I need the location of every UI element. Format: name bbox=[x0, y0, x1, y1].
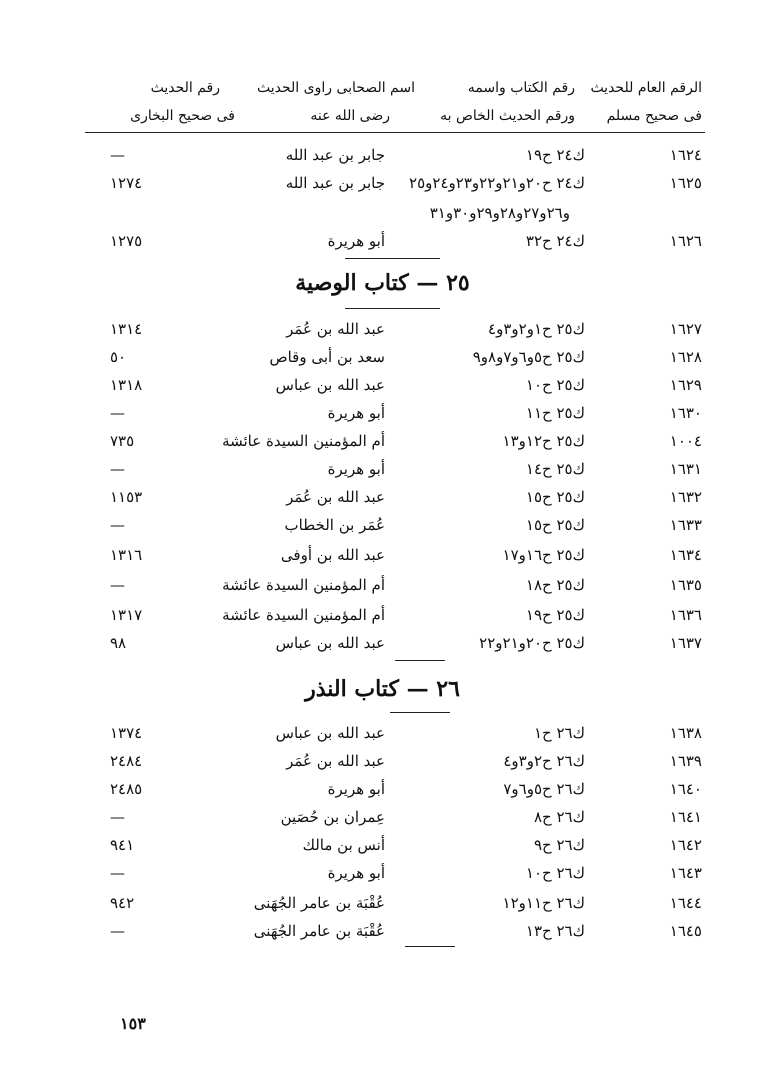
narrator: عُقْبَة بن عامر الجُهَنى bbox=[253, 922, 385, 940]
narrator: أم المؤمنين السيدة عائشة bbox=[222, 432, 385, 450]
general-number: ١٦٢٥ bbox=[669, 174, 702, 192]
narrator: أنس بن مالك bbox=[302, 836, 385, 854]
section-rule bbox=[395, 660, 445, 661]
book-ref: ك٢٥ ح١٤ bbox=[525, 460, 585, 478]
bukhari-number: — bbox=[110, 146, 125, 164]
book-ref: ك٢٥ ح١٥ bbox=[525, 516, 585, 534]
section-rule bbox=[345, 308, 440, 309]
book-ref: ك٢٥ ح١٨ bbox=[525, 576, 585, 594]
bukhari-number: — bbox=[110, 460, 125, 478]
general-number: ١٦٢٧ bbox=[669, 320, 702, 338]
narrator: أم المؤمنين السيدة عائشة bbox=[222, 606, 385, 624]
table-row bbox=[0, 752, 765, 778]
section-title-will: ٢٥ — كتاب الوصية bbox=[295, 270, 470, 296]
book-ref: ك٢٦ ح١ bbox=[533, 724, 585, 742]
general-number: ١٦٤٣ bbox=[669, 864, 702, 882]
bukhari-number: ٥٠ bbox=[110, 348, 127, 366]
book-ref: ك٢٦ ح٥و٦و٧ bbox=[503, 780, 585, 798]
table-row bbox=[0, 808, 765, 834]
book-ref: ك٢٥ ح٥و٦و٧و٨و٩ bbox=[472, 348, 585, 366]
narrator: أبو هريرة bbox=[327, 232, 385, 250]
header-bukhari-number-sub: فى صحيح البخارى bbox=[130, 108, 235, 124]
book-ref: ك٢٦ ح١٣ bbox=[525, 922, 585, 940]
general-number: ١٦٣٣ bbox=[669, 516, 702, 534]
bukhari-number: ١٣١٤ bbox=[110, 320, 143, 338]
narrator: سعد بن أبى وقاص bbox=[269, 348, 385, 366]
narrator: عبد الله بن عُمَر bbox=[286, 752, 385, 770]
table-row bbox=[0, 546, 765, 572]
general-number: ١٦٢٩ bbox=[669, 376, 702, 394]
bukhari-number: ١٢٧٥ bbox=[110, 232, 143, 250]
table-row bbox=[0, 376, 765, 402]
table-row bbox=[0, 232, 765, 258]
narrator: عُقْبَة بن عامر الجُهَنى bbox=[253, 894, 385, 912]
book-ref: ك٢٥ ح١٩ bbox=[525, 606, 585, 624]
table-row bbox=[0, 404, 765, 430]
general-number: ١٦٣٥ bbox=[669, 576, 702, 594]
bukhari-number: ٧٣٥ bbox=[110, 432, 135, 450]
table-row bbox=[0, 432, 765, 458]
narrator: أبو هريرة bbox=[327, 404, 385, 422]
table-row bbox=[0, 724, 765, 750]
table-row bbox=[0, 146, 765, 172]
book-ref: ك٢٦ ح١١و١٢ bbox=[502, 894, 585, 912]
bukhari-number: ١٢٧٤ bbox=[110, 174, 143, 192]
general-number: ١٦٢٨ bbox=[669, 348, 702, 366]
book-ref: ك٢٥ ح١٢و١٣ bbox=[502, 432, 585, 450]
general-number: ١٦٤٠ bbox=[669, 780, 702, 798]
bukhari-number: — bbox=[110, 404, 125, 422]
narrator: جابر بن عبد الله bbox=[285, 146, 385, 164]
header-book-number: رقم الكتاب واسمه bbox=[467, 80, 575, 96]
table-row-continuation bbox=[0, 204, 765, 230]
table-row bbox=[0, 576, 765, 602]
header-narrator: اسم الصحابى راوى الحديث bbox=[256, 80, 415, 96]
bukhari-number: ٩٤٢ bbox=[110, 894, 135, 912]
book-ref: ك٢٦ ح١٠ bbox=[525, 864, 585, 882]
general-number: ١٦٤٢ bbox=[669, 836, 702, 854]
narrator: عبد الله بن عُمَر bbox=[286, 320, 385, 338]
narrator: أبو هريرة bbox=[327, 864, 385, 882]
general-number: ١٦٣٩ bbox=[669, 752, 702, 770]
narrator: عبد الله بن عباس bbox=[275, 634, 385, 652]
bukhari-number: ١٣٧٤ bbox=[110, 724, 143, 742]
table-row bbox=[0, 348, 765, 374]
narrator: أبو هريرة bbox=[327, 780, 385, 798]
general-number: ١٠٠٤ bbox=[669, 432, 702, 450]
narrator: عُمَر بن الخطاب bbox=[284, 516, 385, 534]
header-general-number-sub: فى صحيح مسلم bbox=[606, 108, 702, 124]
table-row bbox=[0, 894, 765, 920]
book-ref: ك٢٤ ح٣٢ bbox=[525, 232, 585, 250]
book-ref: ك٢٥ ح١٦و١٧ bbox=[502, 546, 585, 564]
book-ref: ك٢٦ ح٢و٣و٤ bbox=[503, 752, 585, 770]
book-ref: ك٢٤ ح٢٠و٢١و٢٢و٢٣و٢٤و٢٥ bbox=[409, 174, 585, 192]
table-row bbox=[0, 922, 765, 948]
general-number: ١٦٤٥ bbox=[669, 922, 702, 940]
book-ref: ك٢٥ ح١٥ bbox=[525, 488, 585, 506]
table-row bbox=[0, 460, 765, 486]
general-number: ١٦٣١ bbox=[669, 460, 702, 478]
header-bukhari-number: رقم الحديث bbox=[150, 80, 220, 96]
bukhari-number: ٢٤٨٤ bbox=[110, 752, 143, 770]
header-narrator-sub: رضى الله عنه bbox=[310, 108, 390, 124]
book-ref: و٢٦و٢٧و٢٨و٢٩و٣٠و٣١ bbox=[429, 204, 570, 222]
table-row bbox=[0, 516, 765, 542]
general-number: ١٦٤٤ bbox=[669, 894, 702, 912]
table-row bbox=[0, 488, 765, 514]
bukhari-number: ١٣١٨ bbox=[110, 376, 143, 394]
bukhari-number: ١٣١٦ bbox=[110, 546, 143, 564]
narrator: أبو هريرة bbox=[327, 460, 385, 478]
book-ref: ك٢٥ ح١١ bbox=[525, 404, 585, 422]
table-row bbox=[0, 836, 765, 862]
bukhari-number: ١١٥٣ bbox=[110, 488, 143, 506]
narrator: جابر بن عبد الله bbox=[285, 174, 385, 192]
page-number: ١٥٣ bbox=[120, 1014, 146, 1033]
general-number: ١٦٢٦ bbox=[669, 232, 702, 250]
book-ref: ك٢٥ ح١٠ bbox=[525, 376, 585, 394]
book-ref: ك٢٦ ح٩ bbox=[533, 836, 585, 854]
bukhari-number: ٢٤٨٥ bbox=[110, 780, 143, 798]
general-number: ١٦٢٤ bbox=[669, 146, 702, 164]
header-rule bbox=[85, 132, 705, 133]
section-title-vow: ٢٦ — كتاب النذر bbox=[305, 676, 460, 702]
general-number: ١٦٣٤ bbox=[669, 546, 702, 564]
book-ref: ك٢٥ ح١و٢و٣و٤ bbox=[488, 320, 585, 338]
book-ref: ك٢٥ ح٢٠و٢١و٢٢ bbox=[479, 634, 585, 652]
table-row bbox=[0, 320, 765, 346]
narrator: عبد الله بن عباس bbox=[275, 724, 385, 742]
table-row bbox=[0, 606, 765, 632]
narrator: عبد الله بن عباس bbox=[275, 376, 385, 394]
header-general-number: الرقم العام للحديث bbox=[590, 80, 702, 96]
end-rule bbox=[405, 946, 455, 947]
bukhari-number: ٩٨ bbox=[110, 634, 127, 652]
general-number: ١٦٣٦ bbox=[669, 606, 702, 624]
general-number: ١٦٣٧ bbox=[669, 634, 702, 652]
section-rule bbox=[390, 712, 450, 713]
bukhari-number: — bbox=[110, 576, 125, 594]
general-number: ١٦٣٢ bbox=[669, 488, 702, 506]
section-rule bbox=[345, 258, 440, 259]
bukhari-number: ٩٤١ bbox=[110, 836, 135, 854]
table-row bbox=[0, 634, 765, 660]
bukhari-number: — bbox=[110, 864, 125, 882]
general-number: ١٦٣٠ bbox=[669, 404, 702, 422]
general-number: ١٦٤١ bbox=[669, 808, 702, 826]
bukhari-number: — bbox=[110, 922, 125, 940]
narrator: عِمران بن حُصَين bbox=[280, 808, 385, 826]
general-number: ١٦٣٨ bbox=[669, 724, 702, 742]
book-ref: ك٢٤ ح١٩ bbox=[525, 146, 585, 164]
book-ref: ك٢٦ ح٨ bbox=[533, 808, 585, 826]
table-row bbox=[0, 174, 765, 200]
bukhari-number: — bbox=[110, 516, 125, 534]
narrator: عبد الله بن عُمَر bbox=[286, 488, 385, 506]
table-row bbox=[0, 780, 765, 806]
narrator: عبد الله بن أوفى bbox=[280, 546, 385, 564]
bukhari-number: — bbox=[110, 808, 125, 826]
table-row bbox=[0, 864, 765, 890]
bukhari-number: ١٣١٧ bbox=[110, 606, 143, 624]
header-book-number-sub: ورقم الحديث الخاص به bbox=[440, 108, 575, 124]
narrator: أم المؤمنين السيدة عائشة bbox=[222, 576, 385, 594]
